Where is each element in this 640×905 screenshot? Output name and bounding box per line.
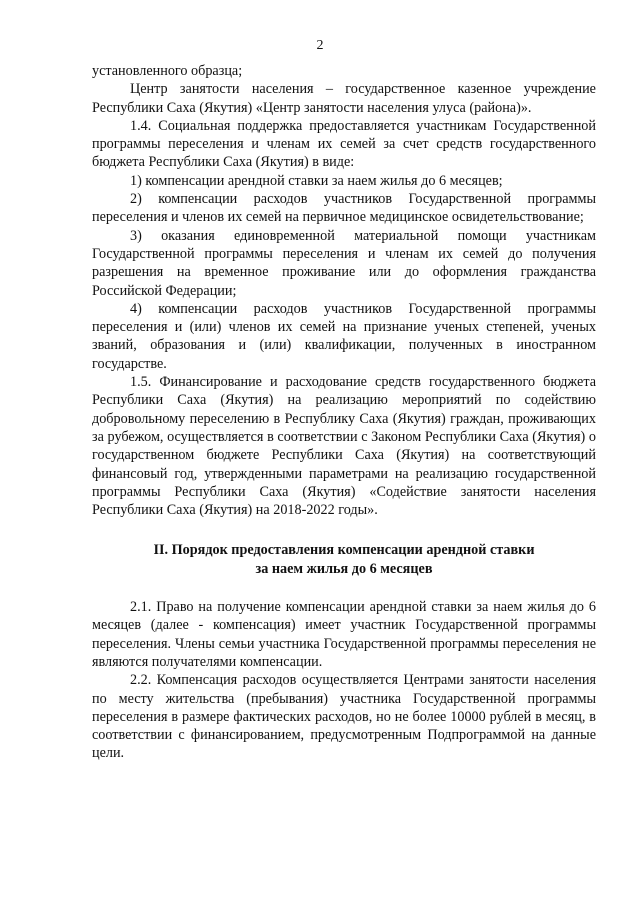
paragraph-2-2: 2.2. Компенсация расходов осуществляется Центрами занятости населения по месту жительства (пребывания) участника Государственной программы переселения в размере фактических расходов, но не более 10000 рублей в месяц, в соответствии с финансированием, предусмотренным Подпрограммой на данные цели. [92, 672, 596, 762]
document-body [92, 62, 596, 763]
list-item-1: 1) компенсации арендной ставки за наем жилья до 6 месяцев; [130, 172, 503, 189]
list-item-3: 3) оказания единовременной материальной помощи участникам Государственной программы переселения и членам их семей до получения разрешения на временное проживание или до оформления гражданства Российской Федерации; [92, 227, 596, 299]
paragraph-1-5: 1.5. Финансирование и расходование средств государственного бюджета Республики Саха (Якутия) на реализацию мероприятий по содействию добровольному переселению в Республику Саха (Якутия) граждан, проживающих за рубежом, осуществляется в соответствии с Законом Республики Саха (Якутия) о государственном бюджете Республики Саха (Якутия) на соответствующий финансовый год, утвержденными параметрами на реализацию государственной программы Республики Саха (Якутия) «Содействие занятости населения Республики Саха (Якутия) на 2018-2022 годы». [92, 374, 596, 519]
section-heading [92, 541, 596, 578]
section-heading-line1: II. Порядок предоставления компенсации арендной ставки [153, 542, 535, 559]
page-number: 2 [316, 38, 324, 53]
paragraph-1-4: 1.4. Социальная поддержка предоставляется участникам Государственной программы переселения и членам их семей за счет средств государственного бюджета Республики Саха (Якутия) в виде: [92, 117, 596, 171]
list-item-4: 4) компенсации расходов участников Государственной программы переселения и (или) членов их семей на признание ученых степеней, ученых званий, образования и (или) квалификации, полученных в иностранном государстве. [92, 300, 596, 372]
paragraph-continuation: установленного образца; [92, 63, 243, 79]
section-heading-line2: за наем жилья до 6 месяцев [255, 560, 433, 577]
paragraph-2-1: 2.1. Право на получение компенсации арендной ставки за наем жилья до 6 месяцев (далее - компенсация) имеет участник Государственной программы переселения. Члены семьи участника Государственной программы переселения не являются получателями компенсации. [92, 599, 596, 670]
list-item-2: 2) компенсации расходов участников Государственной программы переселения и членов их семей на первичное медицинское освидетельствование; [92, 191, 596, 226]
paragraph-employment-center: Центр занятости населения – государственное казенное учреждение Республики Саха (Якутия) «Центр занятости населения улуса (района)». [92, 81, 596, 116]
